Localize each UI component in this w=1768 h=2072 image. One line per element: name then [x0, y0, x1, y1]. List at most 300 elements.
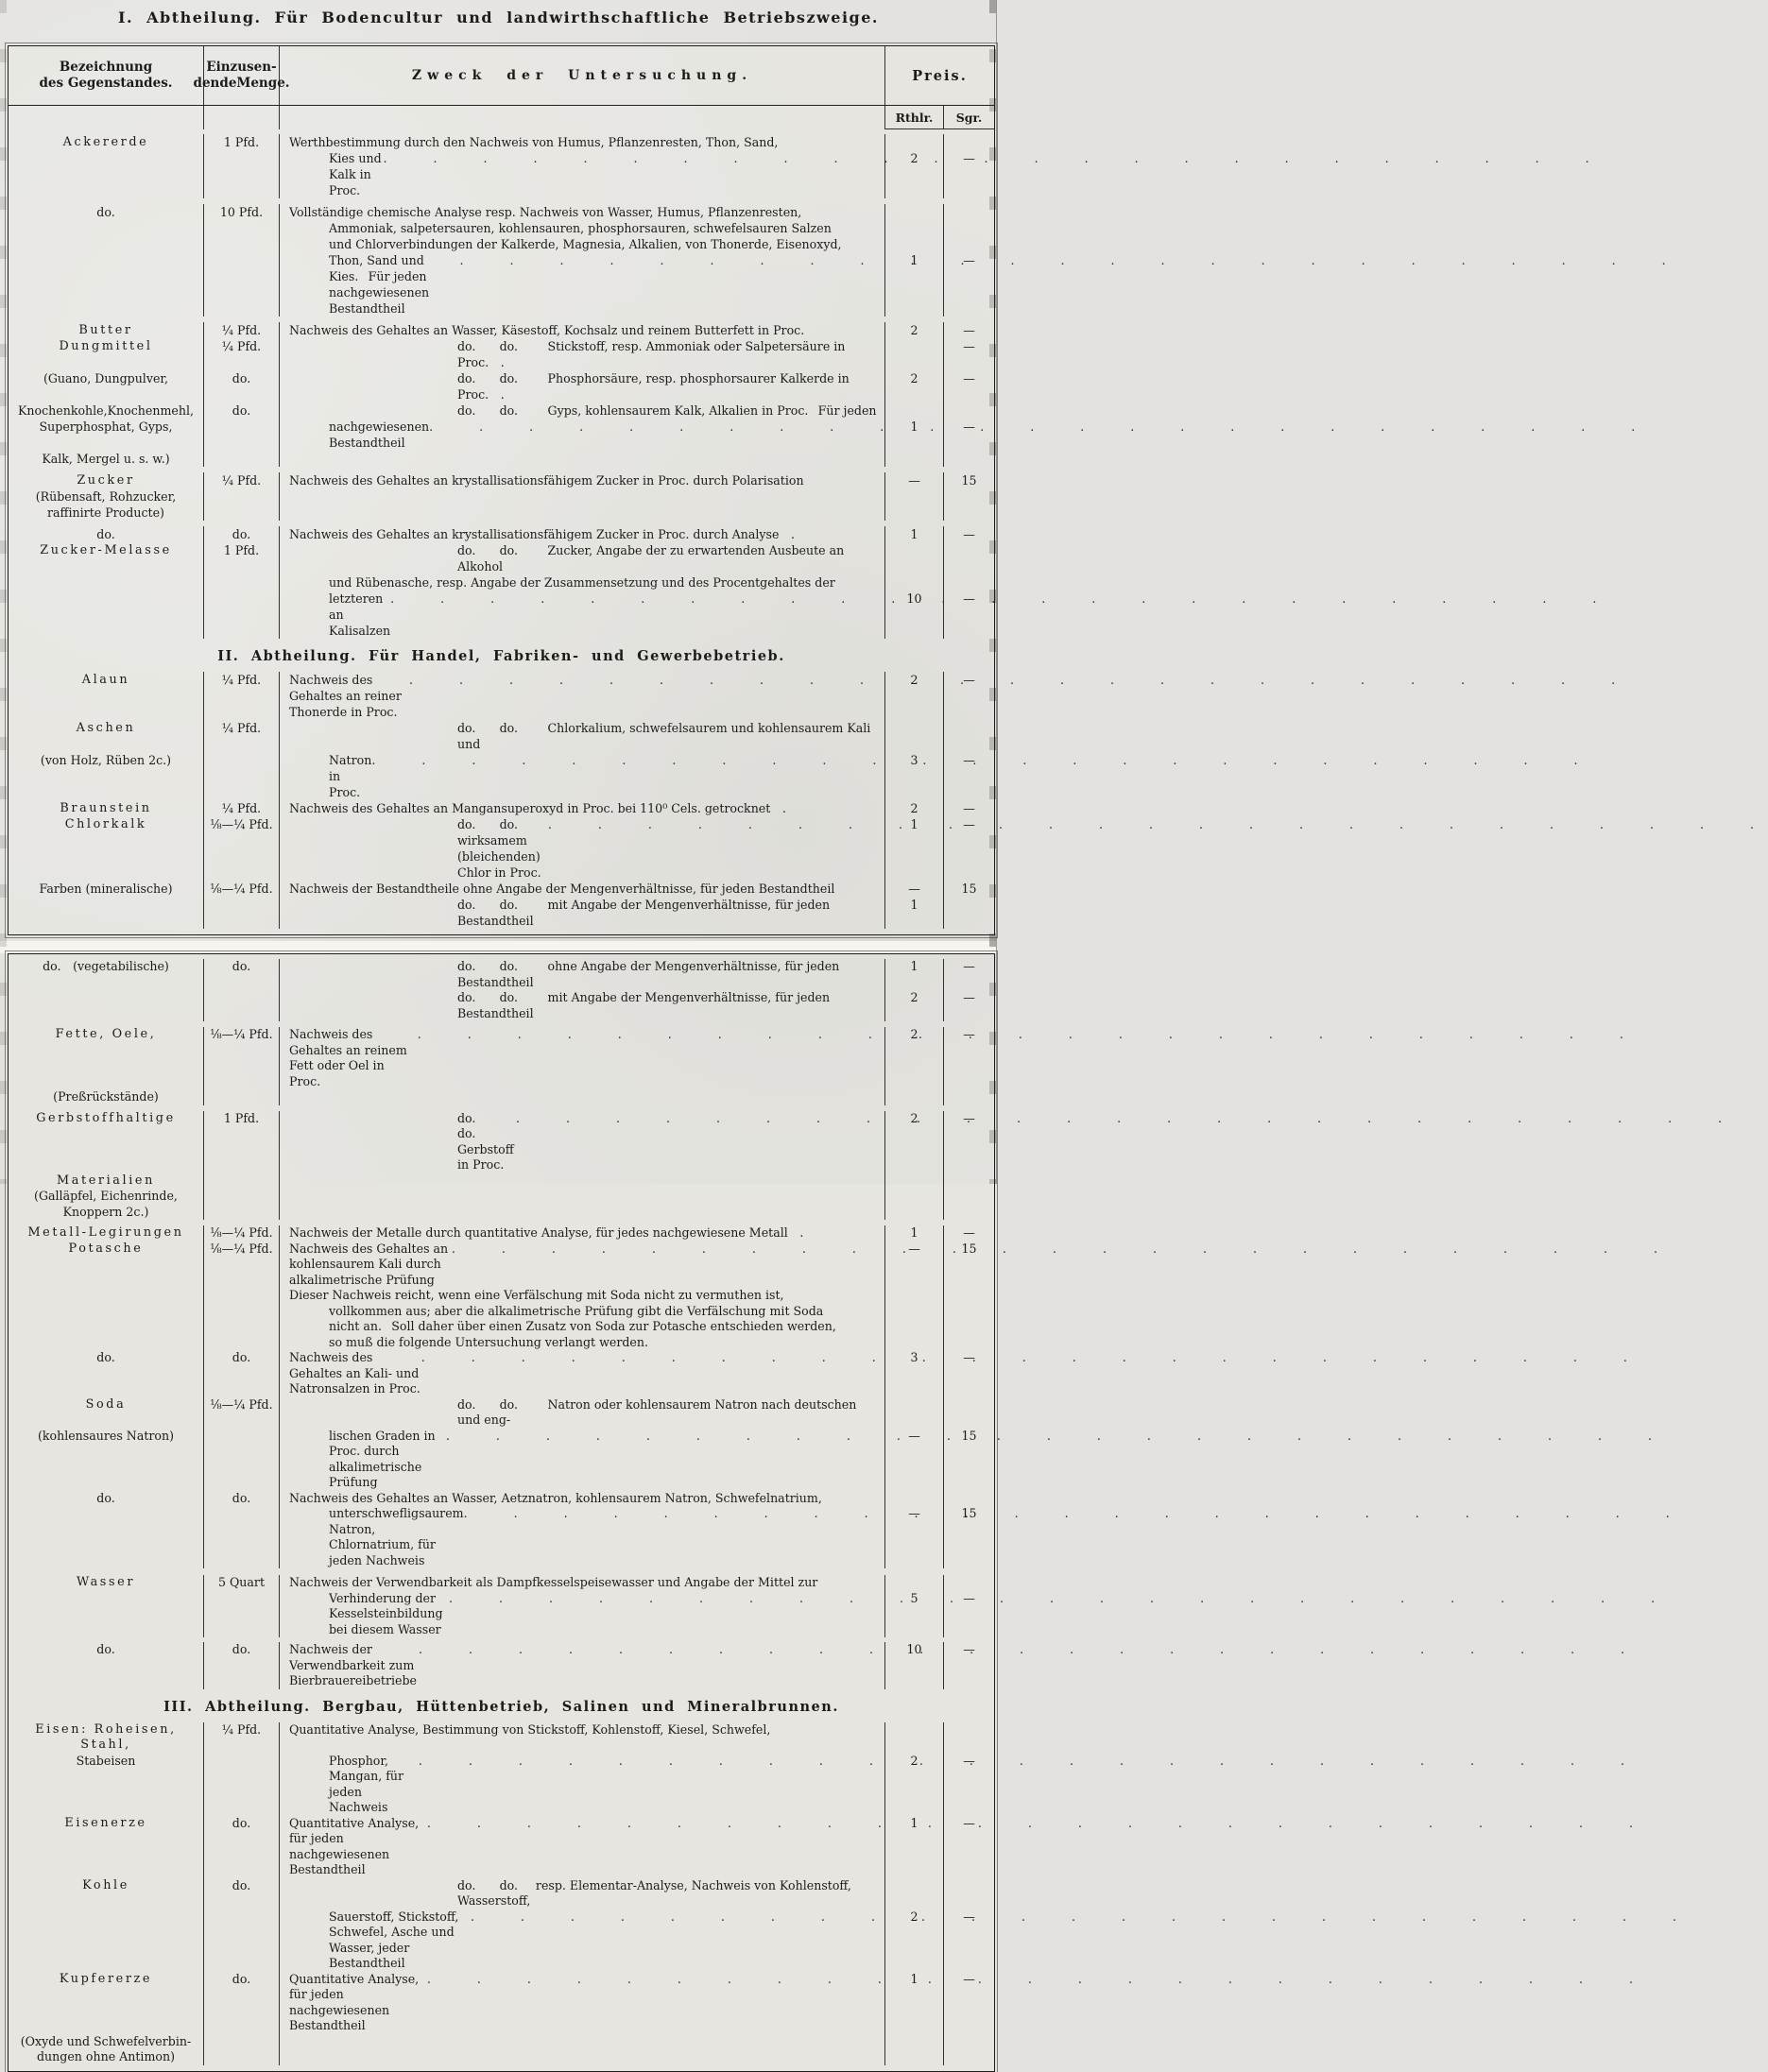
table-row: [9, 236, 994, 252]
table-row: [9, 252, 994, 317]
item-name-cell: raffinirte Producte): [9, 505, 204, 521]
price-sgr-cell: —: [963, 753, 975, 767]
table-row: [9, 1722, 994, 1754]
item-name-cell: Knochenkohle,Knochenmehl,: [9, 402, 204, 419]
price-rthlr-cell: [885, 134, 944, 150]
price-rthlr-cell: 3: [885, 752, 944, 800]
purpose-cell: [280, 1350, 885, 1397]
price-rthlr-cell: [885, 2034, 944, 2050]
item-name-cell: Ackererde: [9, 134, 204, 150]
price-rthlr-cell: [885, 338, 944, 370]
table-row: [9, 1335, 994, 1351]
price-sgr-cell: —: [963, 253, 975, 267]
table-row: [9, 370, 994, 402]
purpose-cell: [280, 370, 885, 402]
quantity-cell: 1 Pfd.: [204, 1111, 280, 1173]
item-name-cell: dungen ohne Antimon): [9, 2049, 204, 2065]
table-row: [9, 134, 994, 150]
purpose-text: do. do. Zucker, Angabe der zu erwartenden Ausbeute an Alkohol: [457, 543, 849, 574]
price-sgr-cell: [944, 2034, 994, 2050]
quantity-cell: ⅛—¼ Pfd.: [204, 1397, 280, 1429]
dot-leader: [419, 1754, 879, 1816]
table-row: [9, 574, 994, 591]
price-sgr-cell: [944, 134, 994, 150]
dot-leader: [548, 816, 879, 881]
price-rthlr-cell: 1: [885, 897, 944, 929]
price-rthlr-cell: 2: [885, 370, 944, 402]
quantity-cell: ¼ Pfd.: [204, 800, 280, 816]
col-header-preis: Preis.: [912, 67, 968, 84]
item-name-cell: Soda: [9, 1397, 204, 1429]
price-sgr-cell: [944, 204, 994, 220]
subheader-spacer: [9, 106, 204, 129]
item-name-cell: Butter: [9, 322, 204, 338]
quantity-cell: do.: [204, 526, 280, 542]
quantity-cell: do.: [204, 1491, 280, 1507]
table-row: [9, 1288, 994, 1304]
purpose-text: Thon, Sand und Kies. Für jeden nachgewiesenen Bestandtheil: [329, 253, 434, 316]
price-rthlr-cell: [885, 488, 944, 505]
item-name-cell: do.: [9, 1350, 204, 1397]
left-scan-artifact: [0, 0, 7, 1184]
price-rthlr-cell: 1: [885, 959, 944, 990]
quantity-cell: [204, 451, 280, 467]
table-row: [9, 419, 994, 451]
quantity-cell: [204, 2034, 280, 2050]
price-rthlr-cell: [885, 1491, 944, 1507]
table-row: [9, 591, 994, 639]
item-name-cell: Chlorkalk: [9, 816, 204, 881]
purpose-cell: [280, 1241, 885, 1289]
item-name-cell: Fette, Oele,: [9, 1027, 204, 1089]
item-name-cell: [9, 252, 204, 317]
item-name-cell: [9, 990, 204, 1021]
quantity-cell: ¼ Pfd.: [204, 472, 280, 488]
item-name-cell: Knoppern 2c.): [9, 1205, 204, 1221]
price-sgr-cell: —: [963, 371, 975, 385]
purpose-cell: [280, 236, 885, 252]
quantity-cell: [204, 1189, 280, 1205]
item-name-cell: Kupfererze: [9, 1972, 204, 2034]
purpose-cell: [280, 338, 885, 370]
price-sgr-cell: [944, 1288, 994, 1304]
price-rthlr-cell: 2: [885, 1754, 944, 1816]
quantity-cell: ⅛—¼ Pfd.: [204, 1225, 280, 1241]
purpose-cell: [280, 1816, 885, 1878]
table-row: [9, 526, 994, 542]
price-rthlr-cell: [885, 1089, 944, 1105]
table-row: [9, 959, 994, 990]
table-row: [9, 1878, 994, 1909]
item-name-cell: Eisen: Roheisen, Stahl,: [9, 1722, 204, 1754]
purpose-text: nachgewiesenen Bestandtheil: [329, 420, 434, 450]
dot-leader: [418, 1027, 879, 1089]
col-header-menge: [193, 46, 290, 105]
price-sgr-cell: —: [963, 1971, 975, 1986]
quantity-cell: [204, 1591, 280, 1638]
table-row: [9, 1304, 994, 1320]
purpose-text: Nachweis der Verwendbarkeit zum Bierbrauereibetriebe: [289, 1642, 419, 1687]
purpose-cell: [280, 526, 885, 542]
purpose-text: Quantitative Analyse, Bestimmung von Stickstoff, Kohlenstoff, Kiesel, Schwefel,: [289, 1721, 771, 1737]
quantity-cell: [204, 220, 280, 236]
purpose-cell: [280, 2034, 885, 2050]
quantity-cell: do.: [204, 1816, 280, 1878]
column-break-gap: [0, 941, 997, 953]
purpose-text: Ammoniak, salpetersauren, kohlensauren, phosphorsauren, schwefelsauren Salzen: [329, 221, 832, 235]
price-sgr-cell: 15: [961, 473, 977, 488]
table-row: [9, 897, 994, 929]
price-sgr-cell: —: [963, 801, 975, 815]
purpose-cell: [280, 1878, 885, 1909]
item-name-cell: Alaun: [9, 672, 204, 720]
purpose-cell: [280, 800, 885, 816]
price-sgr-cell: —: [963, 1027, 975, 1041]
price-sgr-cell: [944, 1319, 994, 1335]
table-row: [9, 800, 994, 816]
item-name-cell: (kohlensaures Natron): [9, 1429, 204, 1491]
table-row: [9, 720, 994, 752]
item-name-cell: [9, 1909, 204, 1972]
quantity-cell: 5 Quart: [204, 1575, 280, 1591]
item-name-cell: [9, 1335, 204, 1351]
purpose-text: Natron in Proc.: [329, 753, 376, 799]
dot-leader: [419, 1642, 879, 1689]
purpose-cell: [280, 1642, 885, 1689]
price-sgr-cell: [944, 220, 994, 236]
subheader-spacer: [204, 106, 280, 129]
price-sgr-cell: [944, 451, 994, 467]
price-rthlr-cell: [885, 2049, 944, 2065]
col-header-rthlr: Rthlr.: [885, 106, 944, 129]
item-name-cell: [9, 1288, 204, 1304]
purpose-text: Phosphor, Mangan, für jeden Nachweis: [329, 1753, 408, 1814]
purpose-cell: [280, 1335, 885, 1351]
purpose-cell: [280, 322, 885, 338]
dot-leader: [371, 752, 879, 800]
quantity-cell: [204, 505, 280, 521]
price-sgr-cell: [944, 1722, 994, 1754]
table-row: [9, 1575, 994, 1591]
item-name-cell: Potasche: [9, 1241, 204, 1289]
price-rthlr-cell: —: [885, 472, 944, 488]
price-rthlr-cell: 2: [885, 672, 944, 720]
table-row: [9, 1506, 994, 1568]
item-name-cell: Kohle: [9, 1878, 204, 1909]
quantity-cell: [204, 236, 280, 252]
item-name-cell: Kalk, Mergel u. s. w.): [9, 451, 204, 467]
col-header-line: des Gegenstandes.: [39, 76, 173, 91]
table-row: [9, 2049, 994, 2065]
price-sgr-cell: —: [963, 1225, 975, 1240]
table-row: [9, 472, 994, 488]
table-row: [9, 1754, 994, 1816]
price-rthlr-cell: [885, 1189, 944, 1205]
purpose-cell: [280, 1304, 885, 1320]
subheader-spacer: [280, 106, 885, 129]
item-name-cell: [9, 1506, 204, 1568]
item-name-cell: (Guano, Dungpulver,: [9, 370, 204, 402]
table-row: [9, 1350, 994, 1397]
item-name-cell: Wasser: [9, 1575, 204, 1591]
quantity-cell: [204, 488, 280, 505]
item-name-cell: Gerbstoffhaltige: [9, 1111, 204, 1173]
price-sgr-cell: —: [963, 323, 975, 337]
dot-leader: [459, 252, 879, 317]
price-rthlr-cell: 2: [885, 800, 944, 816]
price-rthlr-cell: [885, 1397, 944, 1429]
quantity-cell: [204, 591, 280, 639]
purpose-text: do. do. Natron oder kohlensaurem Natron nach deutschen und eng-: [457, 1396, 861, 1427]
item-name-cell: [9, 220, 204, 236]
quantity-cell: 10 Pfd.: [204, 204, 280, 220]
quantity-cell: do.: [204, 1350, 280, 1397]
item-name-cell: Aschen: [9, 720, 204, 752]
purpose-cell: [280, 752, 885, 800]
item-name-cell: (von Holz, Rüben 2c.): [9, 752, 204, 800]
quantity-cell: [204, 252, 280, 317]
table-row: [9, 1319, 994, 1335]
table-row: [9, 1205, 994, 1221]
purpose-text: Nachweis des Gehaltes an kohlensaurem Kali durch alkalimetrische Prüfung: [289, 1241, 453, 1287]
price-rthlr-cell: [885, 1722, 944, 1754]
purpose-text: Nachweis des Gehaltes an Wasser, Käsestoff, Kochsalz und reinem Butterfett in Proc.: [289, 323, 805, 337]
quantity-cell: [204, 897, 280, 929]
purpose-cell: [280, 990, 885, 1021]
table-row: [9, 1173, 994, 1190]
price-sgr-cell: [944, 542, 994, 574]
price-rthlr-cell: [885, 236, 944, 252]
price-rthlr-cell: 2: [885, 322, 944, 338]
price-sgr-cell: —: [963, 1590, 975, 1605]
price-sgr-cell: 15: [961, 1241, 977, 1256]
purpose-text: do. do. resp. Elementar-Analyse, Nachweis von Kohlenstoff, Wasserstoff,: [457, 1877, 855, 1908]
purpose-cell: [280, 591, 885, 639]
price-sgr-cell: —: [963, 591, 975, 606]
table-row: [9, 322, 994, 338]
table-row: [9, 1429, 994, 1491]
quantity-cell: [204, 1335, 280, 1351]
col-header-zweck: Zweck der Untersuchung.: [280, 46, 885, 105]
quantity-cell: do.: [204, 1642, 280, 1689]
dot-leader: [464, 1506, 879, 1568]
table-body-block-2: [9, 954, 994, 2071]
purpose-cell: [280, 488, 885, 505]
quantity-cell: do.: [204, 1878, 280, 1909]
table-row: [9, 1089, 994, 1105]
table-row: [9, 1027, 994, 1089]
table-row: [9, 451, 994, 467]
price-rthlr-cell: [885, 451, 944, 467]
table-row: [9, 1225, 994, 1241]
dot-leader: [427, 1816, 879, 1878]
purpose-cell: [280, 1288, 885, 1304]
purpose-cell: [280, 150, 885, 198]
purpose-text: Nachweis der Metalle durch quantitative Analyse, für jedes nachgewiesene Metall .: [289, 1225, 804, 1240]
purpose-text: letzteren an Kalisalzen: [329, 591, 391, 638]
col-header-line: Einzusen-: [206, 60, 277, 75]
purpose-cell: [280, 897, 885, 929]
item-name-cell: Materialien: [9, 1173, 204, 1190]
price-sgr-cell: 15: [961, 1428, 977, 1443]
price-rthlr-cell: [885, 220, 944, 236]
price-rthlr-cell: [885, 505, 944, 521]
item-name-cell: [9, 150, 204, 198]
purpose-text: vollkommen aus; aber die alkalimetrische Prüfung gibt die Verfälschung mit Soda: [329, 1303, 824, 1318]
purpose-text: Nachweis des Gehaltes an reinem Fett oder Oel in Proc.: [289, 1027, 411, 1088]
table-row: [9, 505, 994, 521]
purpose-cell: [280, 1089, 885, 1105]
purpose-text: Nachweis des Gehaltes an Wasser, Aetznatron, kohlensaurem Natron, Schwefelnatrium,: [289, 1490, 822, 1505]
quantity-cell: ⅛—¼ Pfd.: [204, 816, 280, 881]
quantity-cell: [204, 1909, 280, 1972]
price-sgr-cell: —: [963, 151, 975, 165]
price-sgr-cell: —: [963, 1815, 975, 1830]
purpose-text: Nachweis der Verwendbarkeit als Dampfkesselspeisewasser und Angabe der Mittel zur: [289, 1575, 818, 1589]
purpose-cell: [280, 1319, 885, 1335]
price-rthlr-cell: [885, 1575, 944, 1591]
purpose-cell: [280, 204, 885, 220]
price-rthlr-cell: [885, 1173, 944, 1190]
item-name-cell: Braunstein: [9, 800, 204, 816]
price-rthlr-cell: 1: [885, 419, 944, 451]
table-row: [9, 1591, 994, 1638]
price-rthlr-cell: [885, 402, 944, 419]
price-rthlr-cell: [885, 1288, 944, 1304]
purpose-cell: [280, 1491, 885, 1507]
item-name-cell: Stabeisen: [9, 1754, 204, 1816]
quantity-cell: [204, 1173, 280, 1190]
price-rthlr-cell: [885, 574, 944, 591]
table-row: [9, 1189, 994, 1205]
quantity-cell: [204, 1089, 280, 1105]
item-name-cell: (Rübensaft, Rohzucker,: [9, 488, 204, 505]
quantity-cell: [204, 1288, 280, 1304]
table-row: [9, 1241, 994, 1289]
item-name-cell: do.: [9, 204, 204, 220]
section-1-heading: I. Abtheilung. Für Bodencultur und landwirthschaftliche Betriebszweige.: [118, 9, 879, 26]
price-rthlr-cell: [885, 1205, 944, 1221]
quantity-cell: [204, 1506, 280, 1568]
item-name-cell: (Preßrückstände): [9, 1089, 204, 1105]
item-name-cell: do.: [9, 1491, 204, 1507]
table-row: [9, 1816, 994, 1878]
quantity-cell: [204, 419, 280, 451]
price-rthlr-cell: 2: [885, 990, 944, 1021]
table-row: [9, 1491, 994, 1507]
price-sgr-cell: [944, 1878, 994, 1909]
price-sgr-cell: —: [963, 420, 975, 434]
item-name-cell: [9, 1319, 204, 1335]
quantity-cell: [204, 752, 280, 800]
price-sgr-cell: [944, 402, 994, 419]
table-row: [9, 1909, 994, 1972]
price-rthlr-cell: 3: [885, 1350, 944, 1397]
purpose-text: Nachweis der Bestandtheile ohne Angabe der Mengenverhältnisse, für jeden Bestandtheil: [289, 882, 835, 896]
col-header-sgr: Sgr.: [944, 106, 994, 129]
purpose-text: und Rübenasche, resp. Angabe der Zusammensetzung und des Procentgehaltes der: [329, 575, 835, 590]
item-name-cell: [9, 1304, 204, 1320]
price-rthlr-cell: [885, 720, 944, 752]
price-rthlr-cell: 2: [885, 150, 944, 198]
price-rthlr-cell: 10: [885, 591, 944, 639]
price-sgr-cell: [944, 720, 994, 752]
price-sgr-cell: —: [963, 817, 975, 831]
price-rthlr-cell: 1: [885, 526, 944, 542]
price-sgr-cell: [944, 1189, 994, 1205]
quantity-cell: 1 Pfd.: [204, 134, 280, 150]
price-rthlr-cell: [885, 1335, 944, 1351]
price-sgr-cell: —: [963, 1110, 975, 1125]
table-row: [9, 752, 994, 800]
price-rthlr-cell: 2: [885, 1027, 944, 1089]
price-rthlr-cell: 10: [885, 1642, 944, 1689]
price-rthlr-cell: [885, 1319, 944, 1335]
purpose-cell: [280, 816, 885, 881]
purpose-text: do. do. Phosphorsäure, resp. phosphorsaurer Kalkerde in Proc. .: [457, 371, 853, 402]
item-name-cell: [9, 236, 204, 252]
purpose-cell: [280, 1429, 885, 1491]
item-name-cell: Superphosphat, Gyps,: [9, 419, 204, 451]
price-sgr-cell: —: [963, 1642, 975, 1656]
purpose-cell: [280, 1189, 885, 1205]
price-sgr-cell: [944, 1335, 994, 1351]
dot-leader: [471, 1909, 879, 1972]
price-sgr-cell: [944, 488, 994, 505]
dot-leader: [427, 1972, 879, 2034]
table-row: [9, 1111, 994, 1173]
table-row: [9, 1642, 994, 1689]
purpose-text: do. do. Gyps, kohlensaurem Kalk, Alkalien in Proc. Für jeden: [457, 403, 877, 418]
table-row: [9, 542, 994, 574]
price-rthlr-cell: [885, 204, 944, 220]
quantity-cell: [204, 1205, 280, 1221]
price-rthlr-cell: 1: [885, 1225, 944, 1241]
price-rthlr-cell: —: [885, 1506, 944, 1568]
purpose-cell: [280, 134, 885, 150]
quantity-cell: ¼ Pfd.: [204, 322, 280, 338]
table-row: [9, 204, 994, 220]
purpose-text: nicht an. Soll daher über einen Zusatz von Soda zur Potasche entschieden werden,: [329, 1319, 836, 1333]
purpose-cell: [280, 1909, 885, 1972]
dot-leader: [421, 1350, 879, 1397]
purpose-cell: [280, 252, 885, 317]
quantity-cell: [204, 1319, 280, 1335]
purpose-text: do. do. Chlorkalium, schwefelsaurem und kohlensaurem Kali und: [457, 721, 875, 751]
item-name-cell: (Galläpfel, Eichenrinde,: [9, 1189, 204, 1205]
dot-leader: [449, 1591, 879, 1638]
quantity-cell: ¼ Pfd.: [204, 720, 280, 752]
purpose-cell: [280, 1506, 885, 1568]
purpose-text: Nachweis des Gehaltes an krystallisationsfähigem Zucker in Proc. durch Analyse .: [289, 527, 796, 541]
price-sgr-cell: —: [963, 339, 975, 353]
table-row: [9, 881, 994, 897]
dot-leader: [446, 1429, 879, 1491]
purpose-text: Nachweis des Gehaltes an Mangansuperoxyd in Proc. bei 110⁰ Cels. getrocknet .: [289, 801, 786, 815]
purpose-text: Verhinderung der Kesselsteinbildung bei diesem Wasser: [329, 1590, 447, 1636]
col-header-bezeichnung: [9, 46, 204, 105]
price-sgr-cell: [944, 1575, 994, 1591]
price-rthlr-cell: 1: [885, 816, 944, 881]
price-sgr-cell: —: [963, 959, 975, 973]
quantity-cell: [204, 150, 280, 198]
purpose-text: Nachweis des Gehaltes an Kali- und Natronsalzen in Proc.: [289, 1350, 423, 1396]
price-rthlr-cell: 1: [885, 252, 944, 317]
col-header-line: dendeMenge.: [193, 76, 290, 91]
purpose-text: Vollständige chemische Analyse resp. Nachweis von Wasser, Humus, Pflanzenresten,: [289, 205, 802, 219]
dot-leader: [409, 672, 879, 720]
price-rthlr-cell: 2: [885, 1111, 944, 1173]
